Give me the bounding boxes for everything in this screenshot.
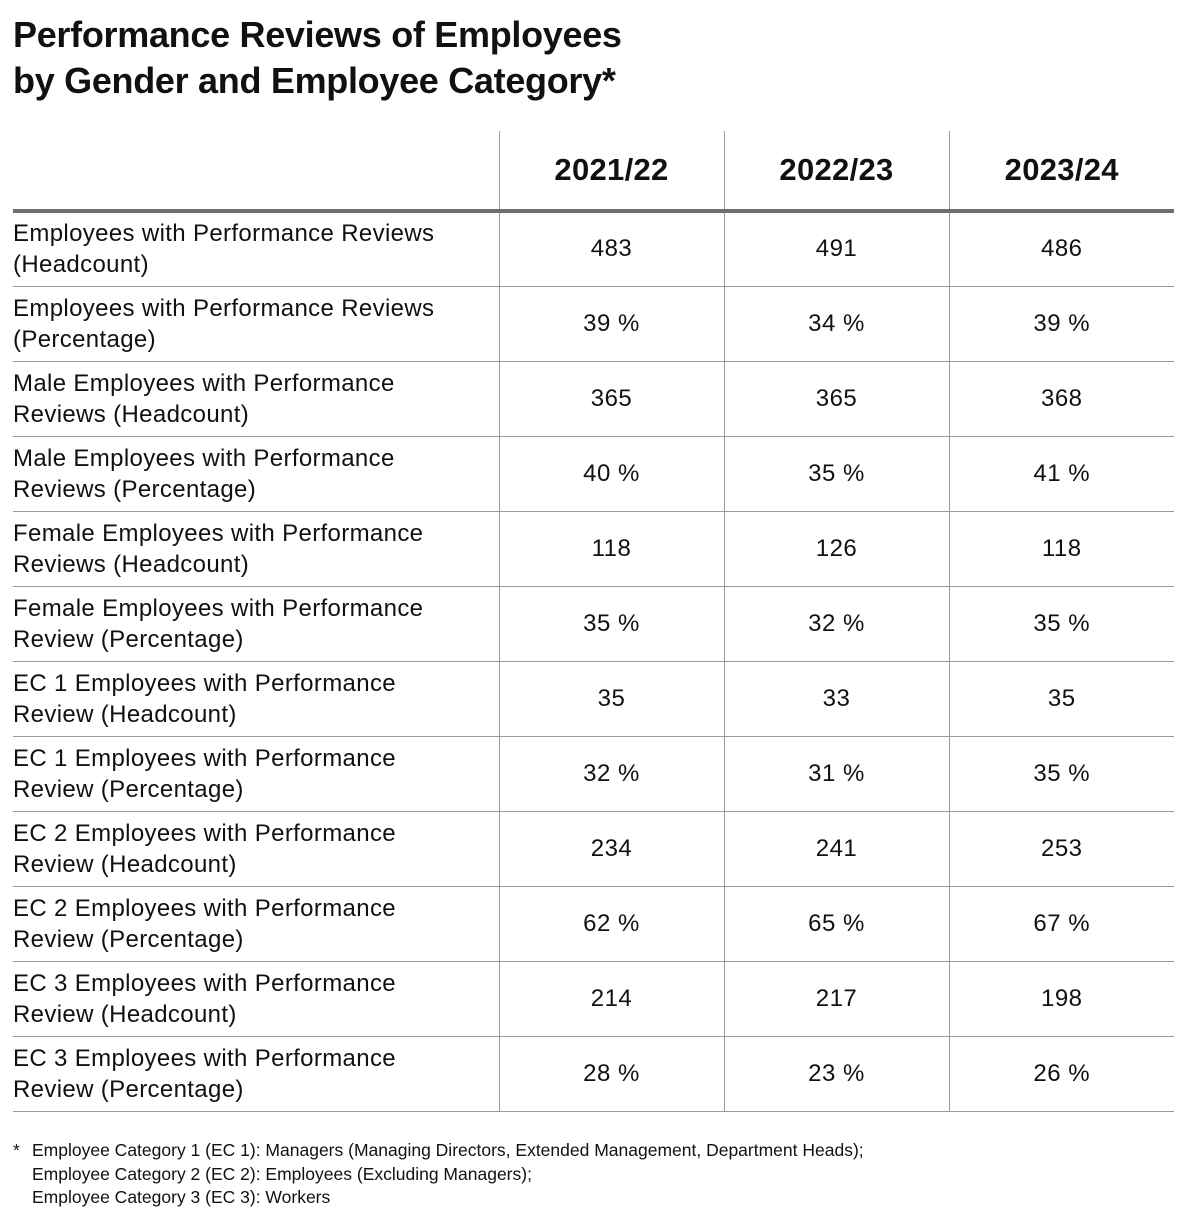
table-row — [13, 286, 1174, 361]
value-cell: 39 % — [949, 286, 1174, 361]
row-label — [13, 511, 499, 586]
value-cell: 483 — [499, 211, 724, 286]
performance-table-container — [13, 131, 1173, 1112]
row-label-line-2: Review (Headcount) — [13, 850, 237, 878]
row-label-line-2: Reviews (Percentage) — [13, 475, 257, 503]
value-cell: 23 % — [724, 1036, 949, 1111]
value-cell: 32 % — [724, 586, 949, 661]
value-cell: 126 — [724, 511, 949, 586]
row-label-line-2: Reviews (Headcount) — [13, 550, 250, 578]
row-label-line-2: Review (Percentage) — [13, 925, 244, 953]
row-label — [13, 361, 499, 436]
value-cell: 198 — [949, 961, 1174, 1036]
row-label-line-2: (Percentage) — [13, 325, 156, 353]
table-header — [13, 131, 1174, 211]
row-label — [13, 811, 499, 886]
table-row — [13, 661, 1174, 736]
value-cell: 39 % — [499, 286, 724, 361]
table-body — [13, 211, 1174, 1111]
value-cell: 118 — [949, 511, 1174, 586]
table-row — [13, 886, 1174, 961]
value-cell: 28 % — [499, 1036, 724, 1111]
footnote-marker: * — [13, 1140, 20, 1160]
value-cell: 65 % — [724, 886, 949, 961]
table-row — [13, 211, 1174, 286]
footnote — [13, 1139, 864, 1210]
row-label-line-2: Review (Headcount) — [13, 1000, 237, 1028]
table-row — [13, 1036, 1174, 1111]
page-title — [13, 12, 622, 104]
value-cell: 33 — [724, 661, 949, 736]
value-cell: 118 — [499, 511, 724, 586]
table-row — [13, 586, 1174, 661]
row-label-line-2: Review (Percentage) — [13, 625, 244, 653]
row-label-line-1: Male Employees with Performance — [13, 444, 395, 472]
value-cell: 35 % — [949, 736, 1174, 811]
value-cell: 253 — [949, 811, 1174, 886]
header-blank-cell — [13, 131, 499, 211]
value-cell: 62 % — [499, 886, 724, 961]
table-row — [13, 736, 1174, 811]
header-row — [13, 131, 1174, 211]
column-header-2023-24: 2023/24 — [949, 131, 1174, 211]
row-label-line-2: Review (Percentage) — [13, 775, 244, 803]
row-label-line-1: EC 2 Employees with Performance — [13, 894, 397, 922]
footnote-line-2 — [13, 1163, 864, 1187]
value-cell: 35 % — [724, 436, 949, 511]
row-label-line-1: Female Employees with Performance — [13, 519, 424, 547]
value-cell: 67 % — [949, 886, 1174, 961]
row-label-line-1: EC 1 Employees with Performance — [13, 744, 397, 772]
value-cell: 40 % — [499, 436, 724, 511]
row-label — [13, 1036, 499, 1111]
row-label-line-1: EC 2 Employees with Performance — [13, 819, 397, 847]
title-line-1: Performance Reviews of Employees — [13, 14, 622, 55]
row-label-line-2: Review (Headcount) — [13, 700, 237, 728]
row-label — [13, 586, 499, 661]
row-label-line-2: Reviews (Headcount) — [13, 400, 250, 428]
column-header-2021-22: 2021/22 — [499, 131, 724, 211]
row-label — [13, 961, 499, 1036]
row-label — [13, 436, 499, 511]
value-cell: 491 — [724, 211, 949, 286]
row-label — [13, 661, 499, 736]
table-row — [13, 511, 1174, 586]
table-row — [13, 961, 1174, 1036]
row-label-line-2: (Headcount) — [13, 251, 149, 279]
row-label — [13, 286, 499, 361]
row-label-line-1: EC 3 Employees with Performance — [13, 1044, 397, 1072]
row-label — [13, 736, 499, 811]
table-row — [13, 361, 1174, 436]
title-line-2: by Gender and Employee Category* — [13, 60, 616, 101]
performance-reviews-table — [13, 131, 1174, 1112]
column-header-2022-23: 2022/23 — [724, 131, 949, 211]
value-cell: 486 — [949, 211, 1174, 286]
value-cell: 41 % — [949, 436, 1174, 511]
value-cell: 35 % — [949, 586, 1174, 661]
row-label-line-1: Employees with Performance Reviews — [13, 294, 435, 322]
value-cell: 241 — [724, 811, 949, 886]
row-label-line-1: EC 1 Employees with Performance — [13, 669, 397, 697]
value-cell: 34 % — [724, 286, 949, 361]
footnote-text-1: Employee Category 1 (EC 1): Managers (Managing Directors, Extended Management, Department Heads); — [32, 1140, 864, 1160]
table-row — [13, 811, 1174, 886]
table-row — [13, 436, 1174, 511]
row-label-line-1: Female Employees with Performance — [13, 594, 424, 622]
value-cell: 365 — [724, 361, 949, 436]
value-cell: 214 — [499, 961, 724, 1036]
value-cell: 365 — [499, 361, 724, 436]
value-cell: 35 — [499, 661, 724, 736]
row-label-line-1: Male Employees with Performance — [13, 369, 395, 397]
row-label-line-1: EC 3 Employees with Performance — [13, 969, 397, 997]
row-label — [13, 211, 499, 286]
row-label-line-1: Employees with Performance Reviews — [13, 220, 435, 248]
footnote-text-3: Employee Category 3 (EC 3): Workers — [32, 1187, 331, 1207]
value-cell: 35 — [949, 661, 1174, 736]
footnote-line-1 — [13, 1139, 864, 1163]
footnote-text-2: Employee Category 2 (EC 2): Employees (Excluding Managers); — [32, 1163, 532, 1184]
row-label — [13, 886, 499, 961]
value-cell: 234 — [499, 811, 724, 886]
value-cell: 368 — [949, 361, 1174, 436]
value-cell: 35 % — [499, 586, 724, 661]
row-label-line-2: Review (Percentage) — [13, 1075, 244, 1103]
value-cell: 32 % — [499, 736, 724, 811]
footnote-line-3 — [13, 1186, 864, 1210]
value-cell: 217 — [724, 961, 949, 1036]
value-cell: 31 % — [724, 736, 949, 811]
value-cell: 26 % — [949, 1036, 1174, 1111]
